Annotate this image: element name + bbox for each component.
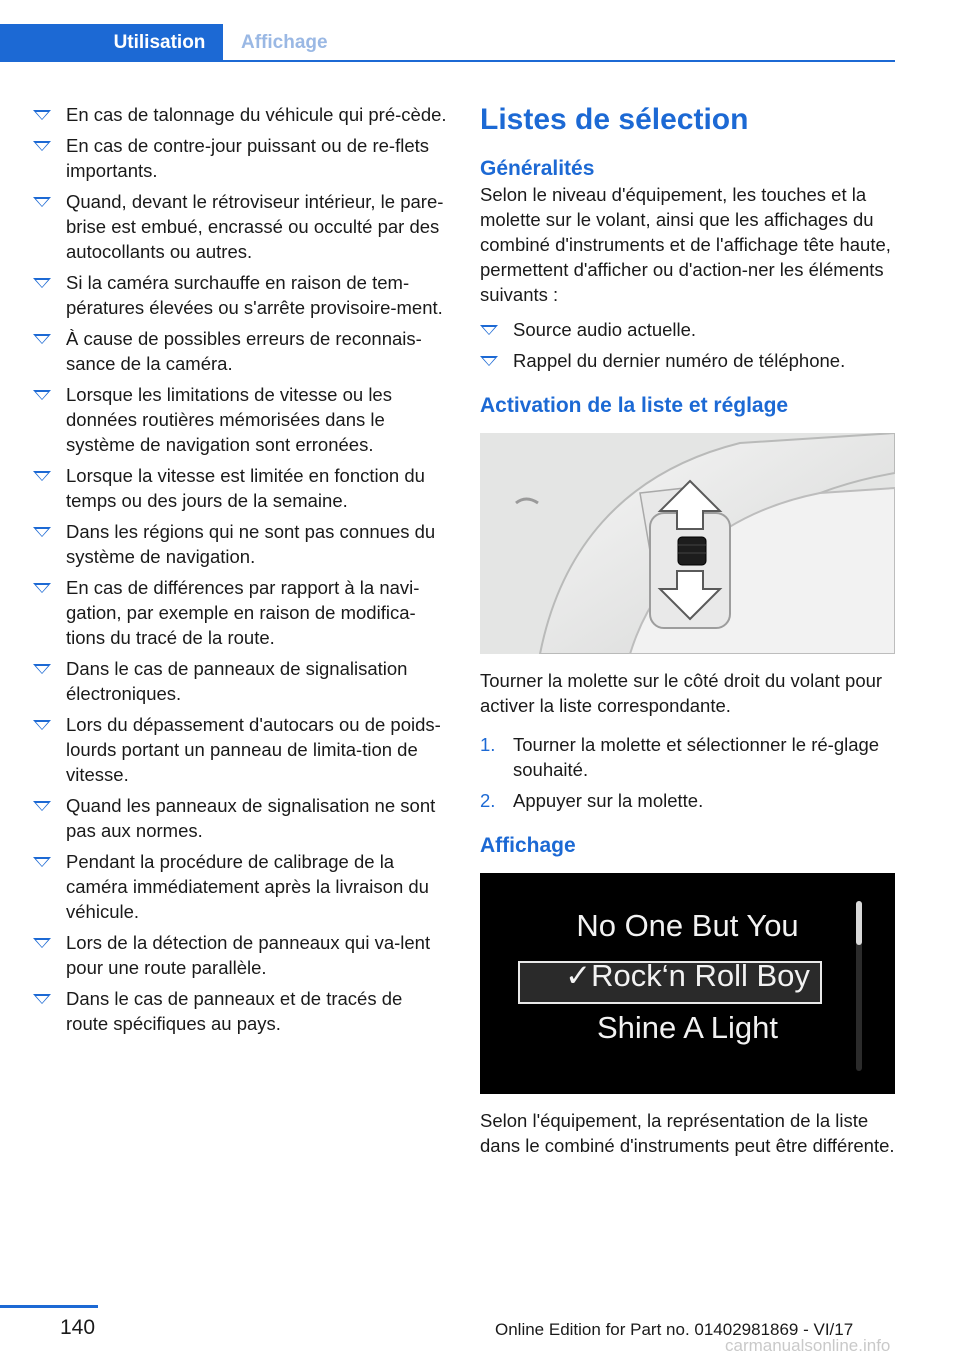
triangle-bullet-icon xyxy=(33,527,51,537)
triangle-bullet-icon xyxy=(33,390,51,400)
list-item: En cas de contre-jour puissant ou de re‐flets importants. xyxy=(33,133,448,183)
triangle-bullet-icon xyxy=(480,356,498,366)
right-column xyxy=(480,102,895,1168)
list-item: Lors de la détection de panneaux qui va‐lent pour une route parallèle. xyxy=(33,930,448,980)
triangle-bullet-icon xyxy=(33,857,51,867)
activation-body: Tourner la molette sur le côté droit du volant pour activer la liste correspondante. xyxy=(480,670,883,716)
left-column xyxy=(33,102,448,1042)
list-item: Quand les panneaux de signalisation ne sont pas aux normes. xyxy=(33,793,448,843)
generalites-list xyxy=(480,317,895,373)
tab-utilisation[interactable]: Utilisation xyxy=(0,24,223,62)
list-item: Si la caméra surchauffe en raison de tem‐pératures élevées ou s'arrête provisoire‐ment. xyxy=(33,270,448,320)
list-item: En cas de différences par rapport à la navi‐gation, par exemple en raison de modifica‐tions du tracé de la route. xyxy=(33,575,448,650)
section-title: Listes de sélection xyxy=(480,103,749,136)
display-list-item: No One But You xyxy=(576,908,799,943)
list-item: Lorsque la vitesse est limitée en fonction du temps ou des jours de la semaine. xyxy=(33,463,448,513)
list-item: Dans le cas de panneaux de signalisation électroniques. xyxy=(33,656,448,706)
list-item: Source audio actuelle. xyxy=(480,317,895,342)
list-item: À cause de possibles erreurs de reconnais‐sance de la caméra. xyxy=(33,326,448,376)
list-item: Quand, devant le rétroviseur intérieur, le pare-brise est embué, encrassé ou occulté par des autocollants ou autres. xyxy=(33,189,448,264)
display-scrollbar-thumb xyxy=(856,901,862,945)
list-item: En cas de talonnage du véhicule qui pré‐cède. xyxy=(33,102,448,127)
activation-steps xyxy=(480,732,895,813)
header-tabbar xyxy=(0,24,895,62)
watermark-text: carmanualsonline.info xyxy=(725,1336,891,1355)
steering-wheel-thumbwheel-illustration xyxy=(480,433,895,654)
triangle-bullet-icon xyxy=(33,664,51,674)
steering-wheel-icon xyxy=(480,433,895,654)
triangle-bullet-icon xyxy=(33,141,51,151)
activation-title: Activation de la liste et réglage xyxy=(480,394,789,417)
triangle-bullet-icon xyxy=(33,334,51,344)
edition-text: Online Edition for Part no. 01402981869 - VI/17 xyxy=(495,1320,854,1339)
triangle-bullet-icon xyxy=(33,278,51,288)
tab-affichage[interactable]: Affichage xyxy=(241,32,328,53)
list-item: Lorsque les limitations de vitesse ou les données routières mémorisées dans le système de navigation sont erronées. xyxy=(33,382,448,457)
triangle-bullet-icon xyxy=(33,471,51,481)
triangle-bullet-icon xyxy=(33,583,51,593)
footer-rule xyxy=(0,1305,98,1308)
list-item: Pendant la procédure de calibrage de la caméra immédiatement après la livraison du véhicule. xyxy=(33,849,448,924)
triangle-bullet-icon xyxy=(33,994,51,1004)
triangle-bullet-icon xyxy=(33,197,51,207)
limitations-list xyxy=(33,102,448,1036)
affichage-body: Selon l'équipement, la représentation de la liste dans le combiné d'instruments peut être différente. xyxy=(480,1110,895,1156)
triangle-bullet-icon xyxy=(33,720,51,730)
display-list-item-selected: ✓Rock‘n Roll Boy xyxy=(565,958,810,993)
generalites-body: Selon le niveau d'équipement, les touches et la molette sur le volant, ainsi que les affichages du combiné d'instruments et de l'affichage tête haute, permettent d'afficher ou d'action‐ner les éléments suivants : xyxy=(480,184,891,305)
list-item: Rappel du dernier numéro de téléphone. xyxy=(480,348,895,373)
page-number: 140 xyxy=(60,1316,96,1339)
display-list-item: Shine A Light xyxy=(597,1010,778,1045)
instrument-cluster-list-display xyxy=(480,873,895,1094)
triangle-bullet-icon xyxy=(33,938,51,948)
triangle-bullet-icon xyxy=(33,801,51,811)
list-item: 1. Tourner la molette et sélectionner le ré‐glage souhaité. xyxy=(480,734,880,780)
list-item: Dans le cas de panneaux et de tracés de route spécifiques au pays. xyxy=(33,986,448,1036)
list-item: Lors du dépassement d'autocars ou de poids-lourds portant un panneau de limita‐tion de vitesse. xyxy=(33,712,448,787)
triangle-bullet-icon xyxy=(33,110,51,120)
list-item: 2. Appuyer sur la molette. xyxy=(480,790,704,811)
generalites-title: Généralités xyxy=(480,157,595,180)
header-rule xyxy=(0,60,895,62)
triangle-bullet-icon xyxy=(480,325,498,335)
affichage-title: Affichage xyxy=(480,834,576,857)
list-item: Dans les régions qui ne sont pas connues du système de navigation. xyxy=(33,519,448,569)
